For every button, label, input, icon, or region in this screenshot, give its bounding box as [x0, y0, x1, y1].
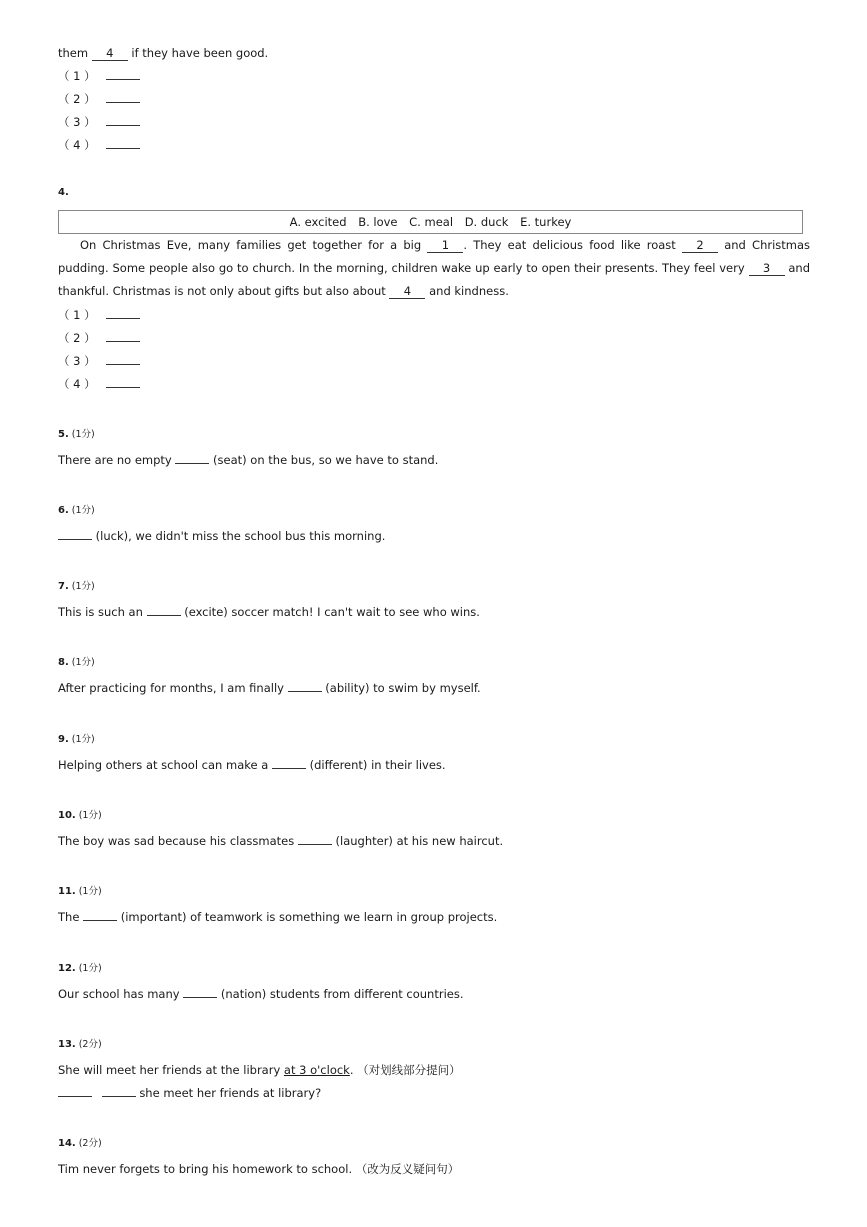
q4-option-d: D. duck: [464, 215, 509, 229]
q11-number: 11. (1分): [58, 886, 102, 897]
q13-blank-1[interactable]: [58, 1085, 92, 1097]
q5-text: There are no empty (seat) on the bus, so we have to stand.: [58, 453, 439, 467]
q4-passage: On Christmas Eve, many families get together for a big 1 . They eat delicious food like roast 2 and Christmas pudding. Some people also go to church. In the morning, children wake up early to open their presents. They feel very 3 and thankful. Christmas is not only about gifts but also about 4 and kindness.: [58, 238, 811, 298]
q6-text: (luck), we didn't miss the school bus this morning.: [58, 528, 385, 544]
q4-word-box: [58, 210, 803, 234]
q4-number: 4.: [58, 187, 69, 198]
q14-text: Tim never forgets to bring his homework to school. （改为反义疑问句）: [58, 1162, 460, 1176]
q8-text: After practicing for months, I am finally (ability) to swim by myself.: [58, 681, 481, 695]
q7-text: This is such an (excite) soccer match! I can't wait to see who wins.: [58, 605, 480, 619]
q4-blank-2: 2: [682, 239, 718, 253]
q7-blank[interactable]: [147, 604, 181, 616]
q4-blank-4: 4: [389, 285, 425, 299]
q3-answer-2: （ 2 ）: [58, 91, 140, 107]
q3-tail-blank: 4: [92, 47, 128, 61]
q10-number: 10. (1分): [58, 810, 102, 821]
q3-answer-4: （ 4 ）: [58, 137, 140, 153]
q4-option-e: E. turkey: [520, 215, 572, 229]
answer-line[interactable]: [106, 138, 140, 149]
q14-instruction: （改为反义疑问句）: [355, 1162, 460, 1176]
q4-answer-1: （ 1 ）: [58, 307, 140, 323]
answer-line[interactable]: [106, 69, 140, 80]
q10-blank[interactable]: [298, 833, 332, 845]
q4-blank-3: 3: [749, 262, 785, 276]
q3-tail-text-pre: them: [58, 46, 89, 60]
answer-line[interactable]: [106, 377, 140, 388]
q12-number: 12. (1分): [58, 963, 102, 974]
q12-blank[interactable]: [183, 986, 217, 998]
q4-answer-4: （ 4 ）: [58, 376, 140, 392]
q9-number: 9. (1分): [58, 734, 95, 745]
q4-answer-2: （ 2 ）: [58, 330, 140, 346]
q7-number: 7. (1分): [58, 581, 95, 592]
q3-answer-1: （ 1 ）: [58, 68, 140, 84]
q10-text: The boy was sad because his classmates (laughter) at his new haircut.: [58, 834, 504, 848]
q12-text: Our school has many (nation) students from different countries.: [58, 987, 464, 1001]
q6-blank[interactable]: [58, 528, 92, 540]
q4-answer-3: （ 3 ）: [58, 353, 140, 369]
q4-blank-1: 1: [427, 239, 463, 253]
q6-number: 6. (1分): [58, 505, 95, 516]
q9-text: Helping others at school can make a (different) in their lives.: [58, 758, 446, 772]
q13-text: She will meet her friends at the library at 3 o'clock. （对划线部分提问）: [58, 1063, 461, 1077]
q3-tail-line: [58, 45, 268, 61]
q13-number: 13. (2分): [58, 1039, 102, 1050]
q13-underlined-part: at 3 o'clock: [283, 1063, 350, 1077]
q8-number: 8. (1分): [58, 657, 95, 668]
q4-option-a: A. excited: [289, 215, 347, 229]
q9-blank[interactable]: [272, 757, 306, 769]
q5-number: 5. (1分): [58, 429, 95, 440]
q13-answer-line: she meet her friends at library?: [58, 1085, 321, 1101]
q4-option-b: B. love: [358, 215, 398, 229]
q3-answer-3: （ 3 ）: [58, 114, 140, 130]
q3-tail-text-post: if they have been good.: [131, 46, 269, 60]
q11-blank[interactable]: [83, 909, 117, 921]
answer-line[interactable]: [106, 115, 140, 126]
answer-line[interactable]: [106, 331, 140, 342]
q4-option-c: C. meal: [409, 215, 454, 229]
q14-number: 14. (2分): [58, 1138, 102, 1149]
q13-instruction: （对划线部分提问）: [357, 1063, 461, 1077]
answer-line[interactable]: [106, 92, 140, 103]
answer-line[interactable]: [106, 308, 140, 319]
q8-blank[interactable]: [288, 680, 322, 692]
q13-blank-2[interactable]: [102, 1085, 136, 1097]
answer-line[interactable]: [106, 354, 140, 365]
q11-text: The (important) of teamwork is something we learn in group projects.: [58, 910, 498, 924]
q5-blank[interactable]: [175, 452, 209, 464]
